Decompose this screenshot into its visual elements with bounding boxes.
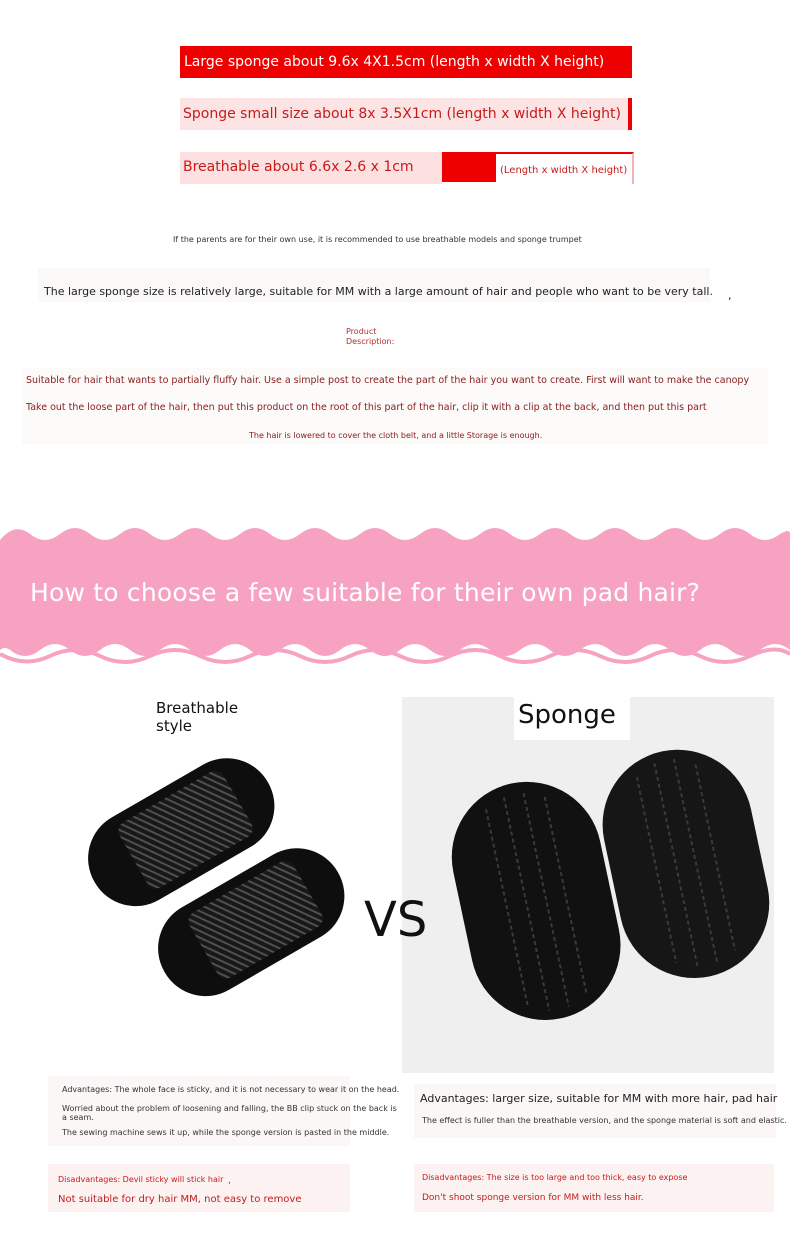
breathable-dis-line1: Disadvantages: Devil sticky will stick hair: [58, 1175, 224, 1184]
breathable-adv-line4: The sewing machine sews it up, while the sponge version is pasted in the middle.: [62, 1128, 390, 1137]
breathable-adv-line2: Worried about the problem of loosening and falling, the BB clip stuck on the back is: [62, 1104, 397, 1113]
sponge-adv-line2: The effect is fuller than the breathable version, and the sponge material is soft and elastic.: [422, 1116, 787, 1125]
breathable-dis-line2: Not suitable for dry hair MM, not easy to remove: [58, 1194, 302, 1205]
large-note-mark: ,: [728, 289, 732, 302]
spec-large-sponge: Large sponge about 9.6x 4X1.5cm (length x width X height): [180, 46, 632, 78]
description-line1: Suitable for hair that wants to partially fluffy hair. Use a simple post to create the part of the hair you want to create. First will want to make the canopy: [26, 375, 750, 386]
breathable-adv-line1: Advantages: The whole face is sticky, and it is not necessary to wear it on the head.: [62, 1085, 400, 1094]
spec-red-block: [442, 152, 496, 182]
sponge-disadvantages-box: [414, 1164, 774, 1212]
banner-title: How to choose a few suitable for their own pad hair?: [30, 578, 701, 607]
sponge-dis-line1: Disadvantages: The size is too large and too thick, easy to expose: [422, 1173, 688, 1182]
product-description-label: [346, 327, 394, 347]
breathable-dis-mark: ,: [228, 1176, 231, 1186]
spec-small-sponge: Sponge small size about 8x 3.5X1cm (length x width X height): [180, 98, 632, 130]
breathable-pads-image: [70, 740, 370, 1040]
description-line3: The hair is lowered to cover the cloth belt, and a little Storage is enough.: [249, 431, 543, 440]
product-label-line1: Product: [346, 327, 377, 336]
breathable-label-line1: Breathable: [156, 699, 239, 717]
breathable-style-label: [156, 699, 238, 735]
spec-breathable: Breathable about 6.6x 2.6 x 1cm: [180, 152, 442, 184]
recommend-text: If the parents are for their own use, it is recommended to use breathable models and sponge trumpet: [173, 235, 582, 244]
sponge-pads-image: [430, 730, 770, 1030]
sponge-dis-line2: Don't shoot sponge version for MM with less hair.: [422, 1193, 644, 1203]
sponge-label: Sponge: [518, 700, 616, 730]
sponge-adv-line1: Advantages: larger size, suitable for MM with more hair, pad hair: [420, 1092, 778, 1105]
large-note-text: The large sponge size is relatively large, suitable for MM with a large amount of hair and people who want to be very tall.: [44, 285, 713, 298]
description-line2: Take out the loose part of the hair, then put this product on the root of this part of the hair, clip it with a clip at the back, and then put this part: [26, 402, 707, 413]
product-label-line2: Description:: [346, 337, 395, 346]
spec-breathable-dims: (Length x width X height): [496, 152, 634, 184]
breathable-adv-line3: a seam.: [62, 1113, 94, 1122]
breathable-label-line2: style: [156, 717, 192, 735]
vs-text: VS: [364, 892, 428, 948]
